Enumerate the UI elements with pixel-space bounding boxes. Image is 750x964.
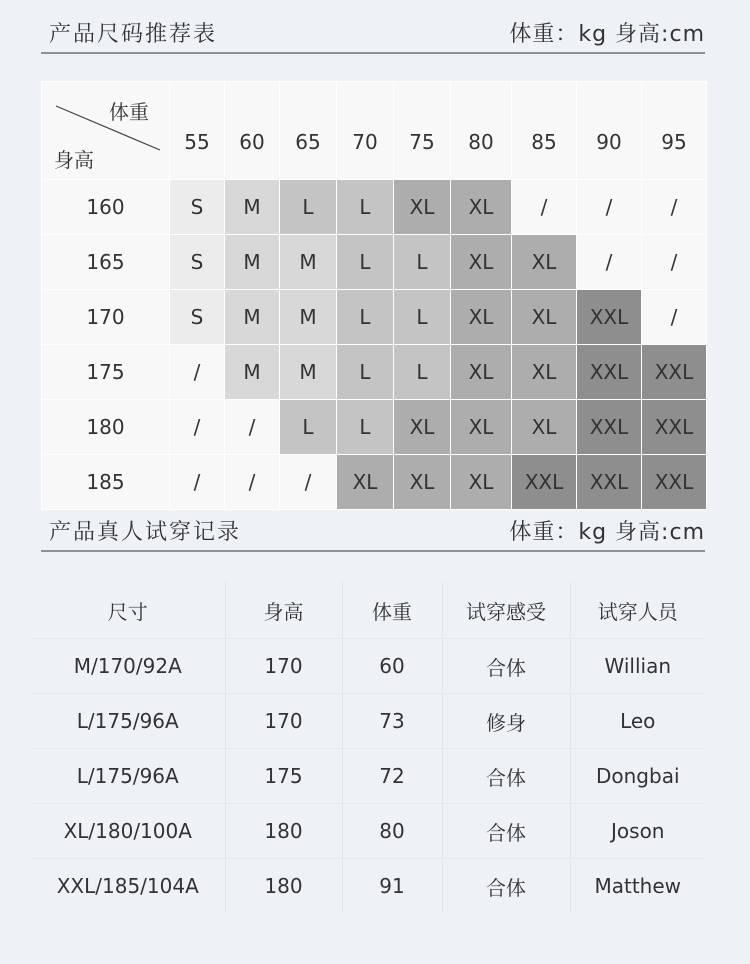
size-cell: L — [394, 345, 451, 400]
weight-header-cell: 75 — [394, 82, 451, 180]
record-column-header: 试穿感受 — [442, 582, 570, 639]
size-cell: XXL — [642, 345, 707, 400]
corner-height-label: 身高 — [54, 148, 94, 172]
record-row — [31, 694, 705, 749]
size-cell: M — [225, 180, 280, 235]
record-cell: Leo — [570, 694, 705, 749]
size-cell: XL — [394, 455, 451, 510]
record-row — [31, 749, 705, 804]
size-cell: L — [337, 345, 394, 400]
size-cell: / — [170, 455, 225, 510]
record-column-header: 试穿人员 — [570, 582, 705, 639]
size-table-row — [42, 290, 707, 345]
height-header-cell: 160 — [42, 180, 170, 235]
record-cell: 73 — [342, 694, 442, 749]
record-cell: Dongbai — [570, 749, 705, 804]
size-chart-units: 体重：kg 身高:cm — [509, 21, 705, 47]
record-cell: L/175/96A — [76, 764, 179, 788]
size-table-row — [42, 180, 707, 235]
size-cell: / — [225, 455, 280, 510]
size-cell: M — [225, 345, 280, 400]
size-cell: S — [170, 180, 225, 235]
size-cell: / — [577, 235, 642, 290]
size-cell: / — [577, 180, 642, 235]
size-cell: / — [642, 235, 707, 290]
record-cell: 180 — [225, 859, 342, 914]
size-cell: XXL — [577, 345, 642, 400]
size-cell: / — [280, 455, 337, 510]
size-chart-title: 产品尺码推荐表 — [49, 21, 218, 47]
weight-header-cell: 55 — [170, 82, 225, 180]
record-row — [31, 639, 705, 694]
size-cell: / — [642, 180, 707, 235]
weight-header-cell: 95 — [642, 82, 707, 180]
weight-header-cell: 70 — [337, 82, 394, 180]
size-cell: / — [225, 400, 280, 455]
size-cell: / — [170, 345, 225, 400]
size-cell: XXL — [577, 290, 642, 345]
record-cell: 80 — [342, 804, 442, 859]
size-cell: / — [642, 290, 707, 345]
record-cell: 合体 — [442, 749, 570, 804]
size-cell: XL — [512, 290, 577, 345]
record-cell: 180 — [225, 804, 342, 859]
size-cell: XXL — [512, 455, 577, 510]
fitting-record-units: 体重：kg 身高:cm — [509, 519, 705, 545]
record-cell: 60 — [342, 639, 442, 694]
size-recommendation-table — [41, 81, 707, 510]
size-cell: XXL — [577, 400, 642, 455]
size-cell: M — [280, 345, 337, 400]
record-cell: XXL/185/104A — [56, 874, 199, 898]
record-cell: 合体 — [442, 639, 570, 694]
size-cell: M — [225, 290, 280, 345]
size-cell: XXL — [642, 400, 707, 455]
record-cell: 91 — [342, 859, 442, 914]
record-cell: 合体 — [442, 804, 570, 859]
record-header-row — [31, 582, 705, 639]
size-table-row — [42, 400, 707, 455]
corner-weight-label: 体重 — [109, 100, 149, 124]
fitting-record-header — [41, 510, 705, 552]
record-cell: 72 — [342, 749, 442, 804]
size-cell: XL — [451, 290, 512, 345]
size-cell: XXL — [642, 455, 707, 510]
record-cell: 合体 — [442, 859, 570, 914]
record-cell: XL/180/100A — [63, 819, 192, 843]
size-cell: / — [170, 400, 225, 455]
record-column-header: 尺寸 — [107, 599, 148, 624]
record-cell: Matthew — [570, 859, 705, 914]
size-cell: XL — [451, 180, 512, 235]
size-cell: XL — [337, 455, 394, 510]
weight-header-cell: 60 — [225, 82, 280, 180]
record-cell: Joson — [570, 804, 705, 859]
size-chart-header — [41, 12, 705, 54]
weight-header-cell: 65 — [280, 82, 337, 180]
size-table-row — [42, 345, 707, 400]
record-cell: 170 — [225, 694, 342, 749]
fitting-record-title: 产品真人试穿记录 — [49, 519, 242, 545]
size-cell: L — [337, 290, 394, 345]
size-cell: XL — [394, 400, 451, 455]
record-row — [31, 804, 705, 859]
size-cell: XL — [451, 400, 512, 455]
size-table-row — [42, 235, 707, 290]
record-column-header: 身高 — [225, 582, 342, 639]
record-row — [31, 859, 705, 914]
fitting-record-table — [31, 582, 705, 913]
record-cell: 修身 — [442, 694, 570, 749]
height-header-cell: 185 — [42, 455, 170, 510]
record-cell: 175 — [225, 749, 342, 804]
size-cell: S — [170, 235, 225, 290]
size-cell: M — [225, 235, 280, 290]
size-cell: L — [394, 290, 451, 345]
size-cell: L — [280, 400, 337, 455]
size-cell: M — [280, 235, 337, 290]
size-table-header-row — [42, 82, 707, 180]
size-cell: XXL — [577, 455, 642, 510]
size-cell: L — [337, 180, 394, 235]
size-cell: L — [337, 400, 394, 455]
size-table-row — [42, 455, 707, 510]
weight-header-cell: 85 — [512, 82, 577, 180]
height-header-cell: 180 — [42, 400, 170, 455]
size-cell: XL — [394, 180, 451, 235]
size-cell: M — [280, 290, 337, 345]
height-header-cell: 175 — [42, 345, 170, 400]
size-cell: XL — [512, 400, 577, 455]
record-column-header: 体重 — [342, 582, 442, 639]
size-cell: S — [170, 290, 225, 345]
size-cell: XL — [451, 345, 512, 400]
weight-header-cell: 90 — [577, 82, 642, 180]
size-cell: XL — [512, 235, 577, 290]
record-cell: Willian — [570, 639, 705, 694]
size-cell: L — [394, 235, 451, 290]
size-cell: XL — [512, 345, 577, 400]
record-cell: 170 — [225, 639, 342, 694]
size-cell: L — [280, 180, 337, 235]
size-table-corner — [42, 82, 170, 180]
size-cell: / — [512, 180, 577, 235]
height-header-cell: 165 — [42, 235, 170, 290]
size-cell: XL — [451, 235, 512, 290]
size-cell: XL — [451, 455, 512, 510]
height-header-cell: 170 — [42, 290, 170, 345]
size-cell: L — [337, 235, 394, 290]
record-cell: M/170/92A — [73, 654, 182, 678]
weight-header-cell: 80 — [451, 82, 512, 180]
record-cell: L/175/96A — [76, 709, 179, 733]
